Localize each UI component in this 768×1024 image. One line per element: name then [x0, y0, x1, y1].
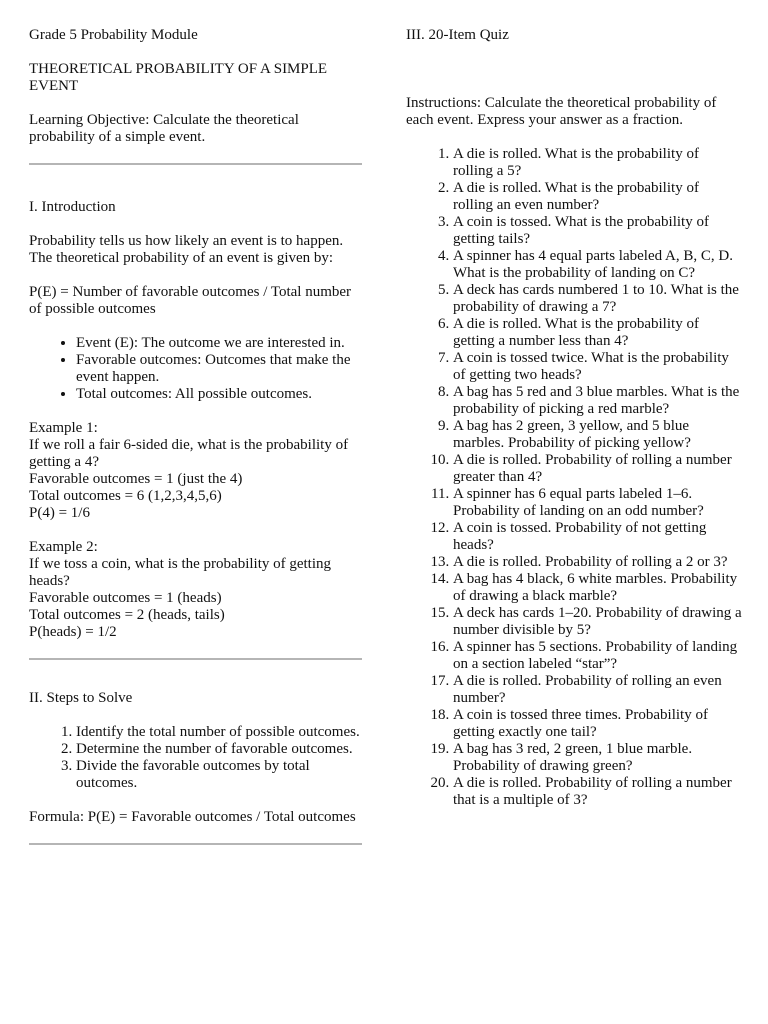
quiz-item: 13. A die is rolled. Probability of rolling a 2 or 3?: [453, 554, 742, 571]
example-2-question: If we toss a coin, what is the probability of getting heads?: [29, 556, 332, 589]
quiz-item: 4. A spinner has 4 equal parts labeled A, B, C, D. What is the probability of landing on C?: [453, 248, 742, 282]
quiz-item: 3. A coin is tossed. What is the probability of getting tails?: [453, 214, 742, 248]
quiz-item: 18. A coin is tossed three times. Probability of getting exactly one tail?: [453, 707, 742, 741]
quiz-instructions: Instructions: Calculate the theoretical probability of each event. Express your answer as a fraction.: [406, 95, 717, 128]
quiz-item: 19. A bag has 3 red, 2 green, 1 blue marble. Probability of drawing green?: [453, 741, 742, 775]
intro-heading: I. Introduction: [29, 199, 116, 215]
quiz-item: 2. A die is rolled. What is the probability of rolling an even number?: [453, 180, 742, 214]
probability-formula: P(E) = Number of favorable outcomes / Total number of possible outcomes: [29, 284, 352, 317]
section-divider: [29, 843, 362, 845]
list-item: • Event (E): The outcome we are interested in.: [76, 335, 362, 352]
example-2-answer: P(heads) = 1/2: [29, 624, 117, 640]
quiz-item: 9. A bag has 2 green, 3 yellow, and 5 blue marbles. Probability of picking yellow?: [453, 418, 742, 452]
example-2-title: Example 2:: [29, 539, 98, 555]
steps-list: [29, 724, 362, 792]
example-2-total: Total outcomes = 2 (heads, tails): [29, 607, 225, 623]
example-1-favorable: Favorable outcomes = 1 (just the 4): [29, 471, 243, 487]
quiz-item: 17. A die is rolled. Probability of rolling an even number?: [453, 673, 742, 707]
example-1-title: Example 1:: [29, 420, 98, 436]
quiz-list: [406, 146, 742, 809]
steps-formula: Formula: P(E) = Favorable outcomes / Total outcomes: [29, 809, 356, 825]
list-item: 1. Identify the total number of possible outcomes.: [76, 724, 362, 741]
quiz-item: 7. A coin is tossed twice. What is the probability of getting two heads?: [453, 350, 742, 384]
quiz-item: 16. A spinner has 5 sections. Probability of landing on a section labeled “star”?: [453, 639, 742, 673]
module-title: Grade 5 Probability Module: [29, 27, 198, 43]
quiz-item: 6. A die is rolled. What is the probability of getting a number less than 4?: [453, 316, 742, 350]
example-2-favorable: Favorable outcomes = 1 (heads): [29, 590, 222, 606]
example-1-total: Total outcomes = 6 (1,2,3,4,5,6): [29, 488, 222, 504]
list-item: 2. Determine the number of favorable outcomes.: [76, 741, 362, 758]
intro-paragraph: Probability tells us how likely an event is to happen. The theoretical probability of an event is given by:: [29, 233, 344, 266]
quiz-item: 15. A deck has cards 1–20. Probability of drawing a number divisible by 5?: [453, 605, 742, 639]
example-1-question: If we roll a fair 6-sided die, what is the probability of getting a 4?: [29, 437, 349, 470]
definitions-list: [29, 335, 362, 403]
quiz-item: 11. A spinner has 6 equal parts labeled 1–6. Probability of landing on an odd number?: [453, 486, 742, 520]
example-1-answer: P(4) = 1/6: [29, 505, 90, 521]
lesson-title: THEORETICAL PROBABILITY OF A SIMPLE EVENT: [29, 61, 328, 94]
quiz-item: 8. A bag has 5 red and 3 blue marbles. What is the probability of picking a red marble?: [453, 384, 742, 418]
list-item: 3. Divide the favorable outcomes by total outcomes.: [76, 758, 362, 792]
quiz-item: 5. A deck has cards numbered 1 to 10. What is the probability of drawing a 7?: [453, 282, 742, 316]
quiz-item: 20. A die is rolled. Probability of rolling a number that is a multiple of 3?: [453, 775, 742, 809]
quiz-heading: III. 20-Item Quiz: [406, 27, 509, 43]
learning-objective: Learning Objective: Calculate the theoretical probability of a simple event.: [29, 112, 299, 145]
list-item: • Favorable outcomes: Outcomes that make the event happen.: [76, 352, 362, 386]
quiz-item: 10. A die is rolled. Probability of rolling a number greater than 4?: [453, 452, 742, 486]
list-item: • Total outcomes: All possible outcomes.: [76, 386, 362, 403]
left-column: [29, 27, 362, 845]
quiz-item: 12. A coin is tossed. Probability of not getting heads?: [453, 520, 742, 554]
right-column: [406, 27, 742, 809]
quiz-item: 1. A die is rolled. What is the probability of rolling a 5?: [453, 146, 742, 180]
quiz-item: 14. A bag has 4 black, 6 white marbles. Probability of drawing a black marble?: [453, 571, 742, 605]
steps-heading: II. Steps to Solve: [29, 690, 133, 706]
